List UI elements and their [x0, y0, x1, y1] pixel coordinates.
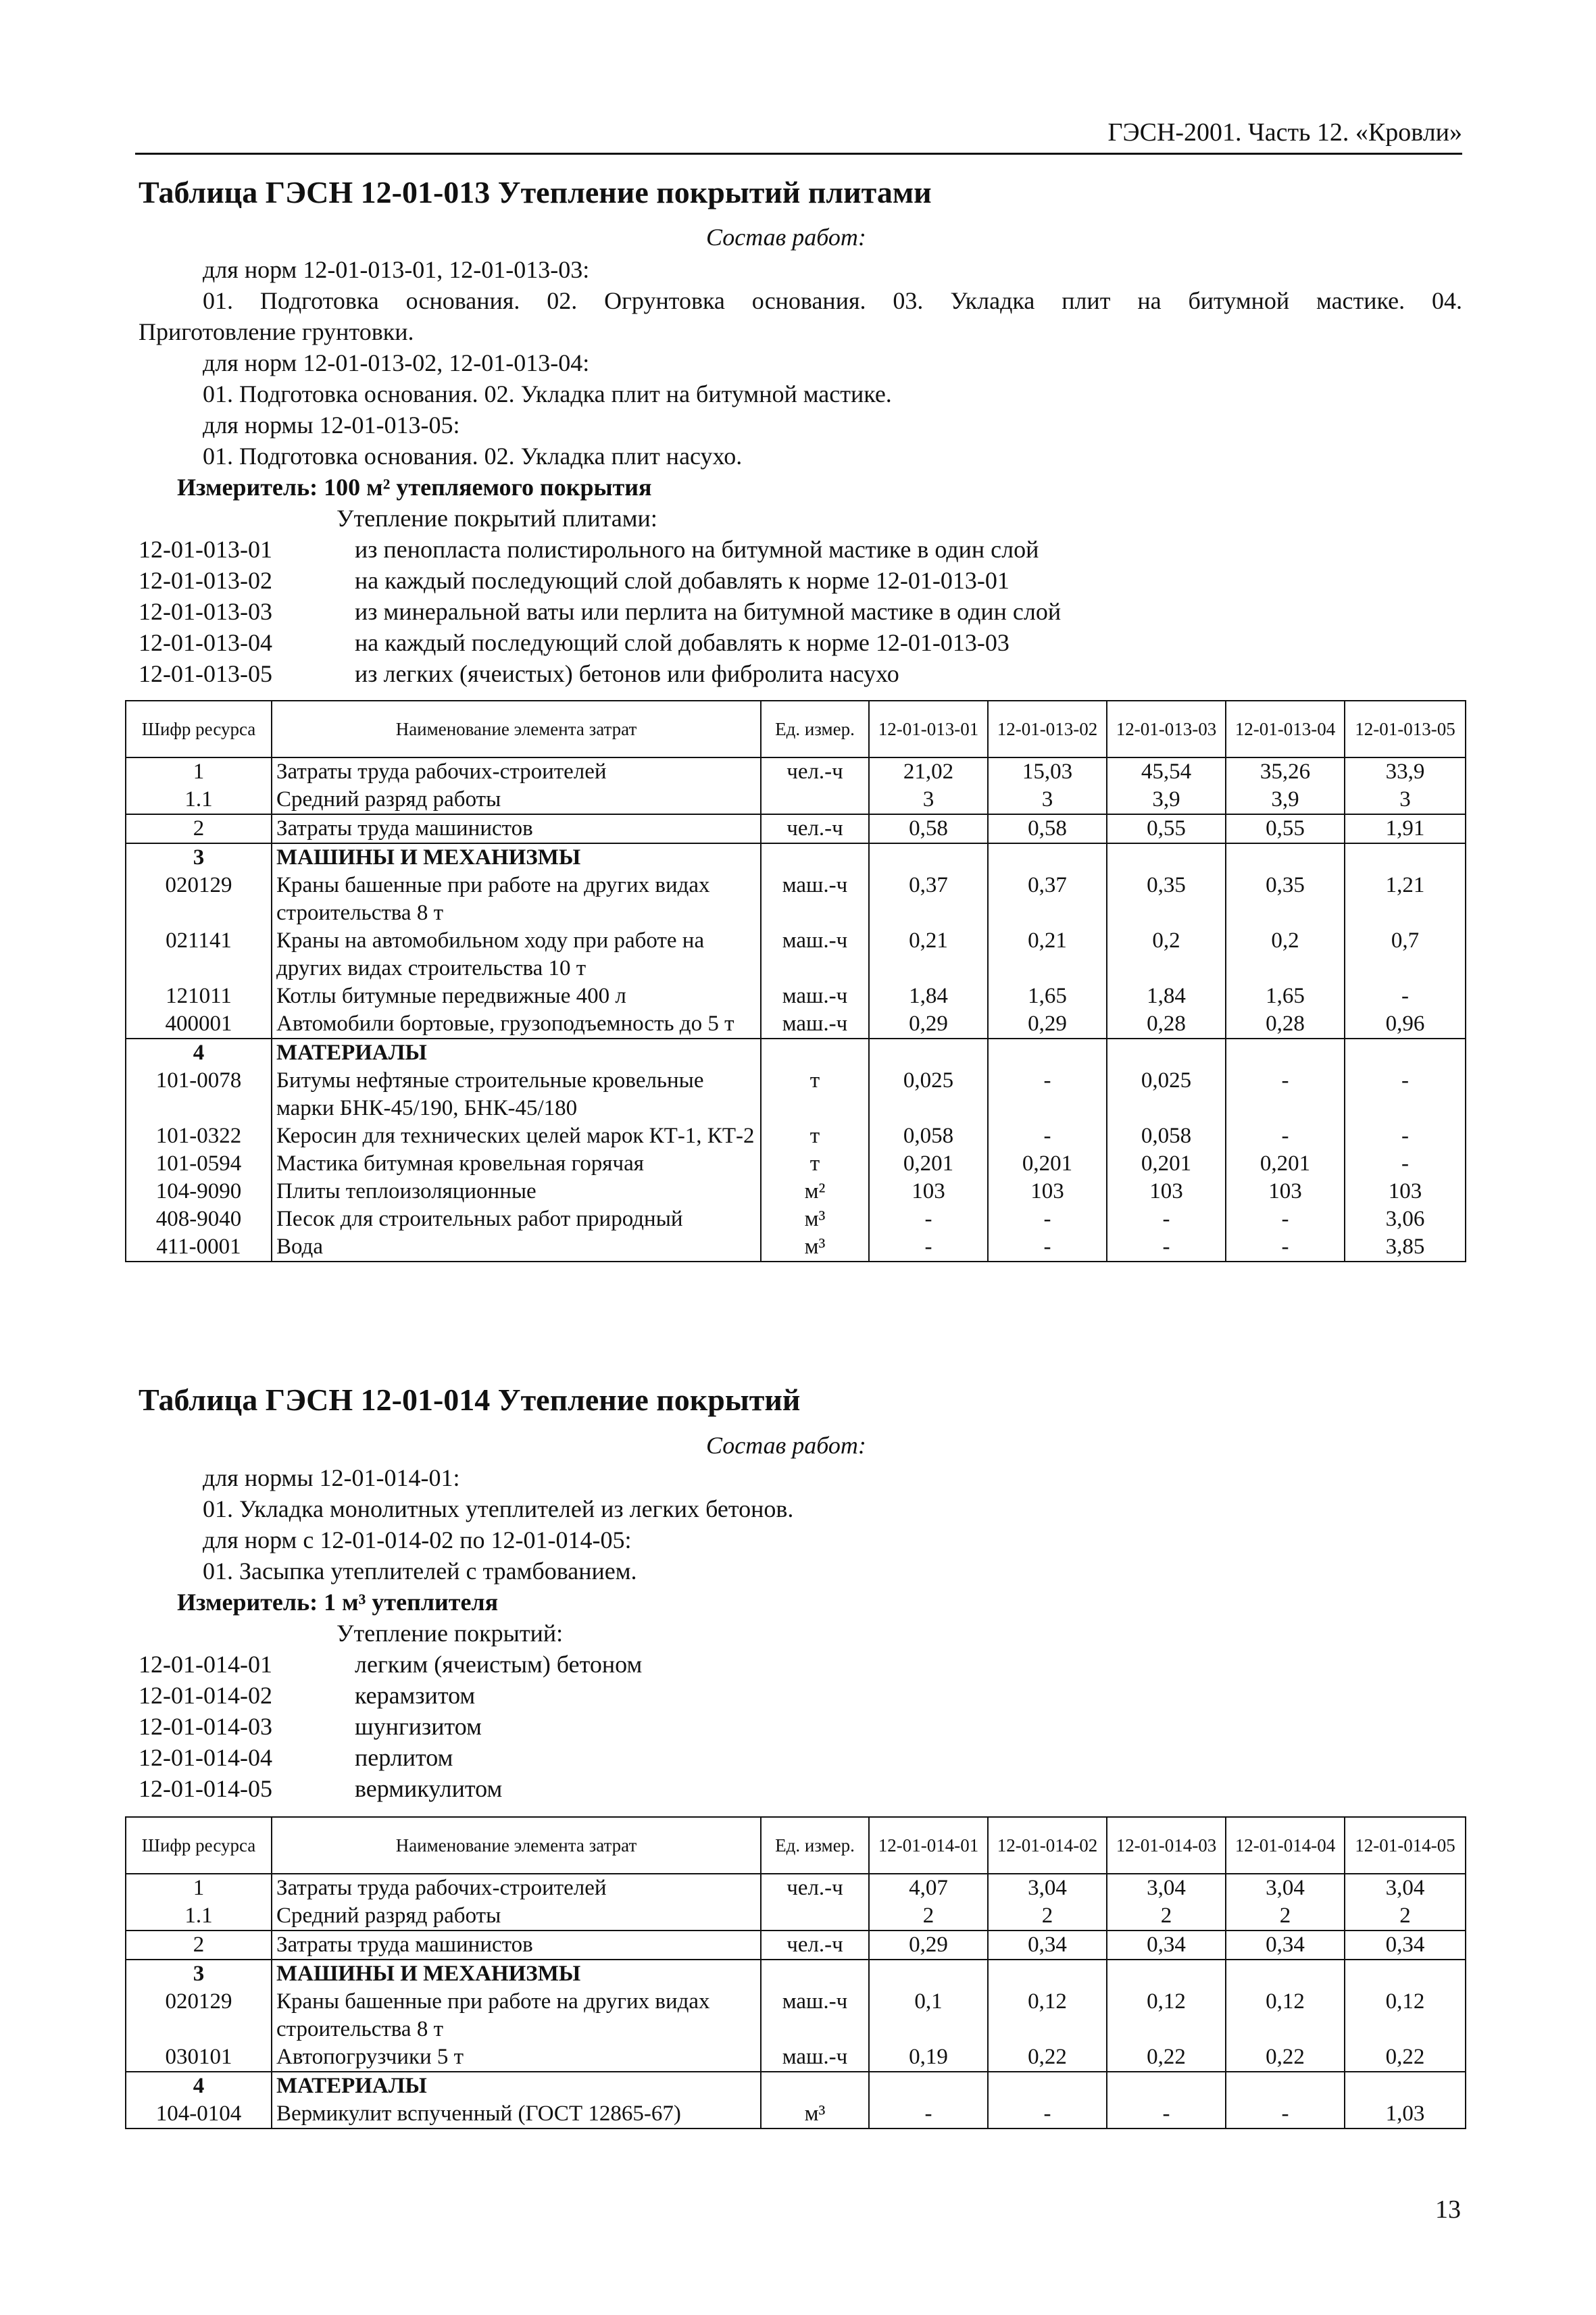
unit-cell: чел.-ч	[761, 757, 869, 786]
resource-code: 4	[126, 1039, 272, 1067]
page-number: 13	[1435, 2195, 1461, 2224]
table-row	[126, 757, 1466, 786]
value-cell: 0,12	[1107, 1988, 1226, 2043]
table-row	[126, 2100, 1466, 2129]
table-row	[126, 1988, 1466, 2043]
value-cell: 103	[1345, 1178, 1466, 1205]
value-cell: 0,21	[869, 927, 988, 982]
table-row	[126, 1039, 1466, 1067]
table-row	[126, 2072, 1466, 2100]
unit-cell: чел.-ч	[761, 1931, 869, 1960]
value-cell: 0,22	[1226, 2043, 1345, 2072]
value-cell	[1107, 2072, 1226, 2100]
value-cell: 103	[1107, 1178, 1226, 1205]
value-cell	[1107, 1960, 1226, 1988]
unit-cell: чел.-ч	[761, 1874, 869, 1902]
norm-code: 12-01-014-01	[139, 1651, 272, 1678]
table-header-row	[126, 701, 1466, 757]
value-cell: -	[1226, 1233, 1345, 1262]
unit-cell: маш.-ч	[761, 1988, 869, 2043]
unit-cell: м³	[761, 1233, 869, 1262]
value-cell	[869, 1960, 988, 1988]
norm-code: 12-01-014-02	[139, 1682, 272, 1709]
value-cell: 0,22	[1107, 2043, 1226, 2072]
resource-table-2	[125, 1816, 1466, 2129]
value-cell: 3,06	[1345, 1205, 1466, 1233]
element-name: Керосин для технических целей марок КТ-1, КТ-2	[272, 1122, 761, 1150]
t1-work-line: 01. Подготовка основания. 02. Укладка плит насухо.	[203, 443, 743, 470]
resource-code: 020129	[126, 1988, 272, 2043]
value-cell: 1,21	[1345, 872, 1466, 927]
value-cell: 0,58	[869, 814, 988, 843]
norm-description: шунгизитом	[355, 1713, 482, 1740]
value-cell: 3	[988, 786, 1107, 814]
table1-title: Таблица ГЭСН 12-01-013 Утепление покрытий плитами	[139, 175, 932, 209]
value-cell: 0,96	[1345, 1010, 1466, 1039]
norm-code: 12-01-014-05	[139, 1775, 272, 1802]
value-cell	[1226, 2072, 1345, 2100]
table-row	[126, 786, 1466, 814]
table2-title: Таблица ГЭСН 12-01-014 Утепление покрытий	[139, 1383, 801, 1417]
element-name: Средний разряд работы	[272, 786, 761, 814]
unit-cell: т	[761, 1150, 869, 1178]
resource-code: 101-0594	[126, 1150, 272, 1178]
unit-cell: чел.-ч	[761, 814, 869, 843]
table2-measure: Измеритель: 1 м³ утеплителя	[177, 1589, 499, 1616]
resource-code: 121011	[126, 982, 272, 1010]
norm-description: из минеральной ваты или перлита на битумной мастике в один слой	[355, 598, 1062, 625]
value-cell	[1107, 1039, 1226, 1067]
value-cell: -	[1107, 2100, 1226, 2129]
value-cell: 0,34	[1345, 1931, 1466, 1960]
value-cell: -	[1226, 1122, 1345, 1150]
header-norm-column: 12-01-014-04	[1226, 1817, 1345, 1874]
t1-work-line: для норм 12-01-013-02, 12-01-013-04:	[203, 349, 590, 376]
element-name: Затраты труда машинистов	[272, 814, 761, 843]
section-heading: МАТЕРИАЛЫ	[272, 1039, 761, 1067]
table-row	[126, 1150, 1466, 1178]
value-cell: 3	[1345, 786, 1466, 814]
header-unit: Ед. измер.	[761, 701, 869, 757]
value-cell	[1345, 1960, 1466, 1988]
section-heading: МАТЕРИАЛЫ	[272, 2072, 761, 2100]
header-norm-column: 12-01-014-05	[1345, 1817, 1466, 1874]
value-cell: 3,04	[1345, 1874, 1466, 1902]
value-cell: -	[988, 1122, 1107, 1150]
element-name: Вода	[272, 1233, 761, 1262]
value-cell: 0,34	[1107, 1931, 1226, 1960]
norm-code: 12-01-013-03	[139, 598, 272, 625]
value-cell	[1345, 843, 1466, 872]
resource-code: 101-0322	[126, 1122, 272, 1150]
value-cell: 0,55	[1107, 814, 1226, 843]
table1-work-heading: Состав работ:	[706, 224, 866, 251]
t1-work-line: Приготовление грунтовки.	[139, 318, 414, 345]
value-cell: -	[988, 1067, 1107, 1122]
value-cell: 0,22	[1345, 2043, 1466, 2072]
value-cell: -	[1107, 1205, 1226, 1233]
element-name: Затраты труда рабочих-строителей	[272, 1874, 761, 1902]
table-row	[126, 2043, 1466, 2072]
value-cell: 0,37	[988, 872, 1107, 927]
header-element-name: Наименование элемента затрат	[272, 701, 761, 757]
value-cell: -	[1226, 1067, 1345, 1122]
t1-work-line: для нормы 12-01-013-05:	[203, 412, 460, 439]
value-cell: 1,91	[1345, 814, 1466, 843]
value-cell	[1226, 1960, 1345, 1988]
value-cell	[988, 2072, 1107, 2100]
resource-table-1	[125, 700, 1466, 1262]
value-cell	[1345, 2072, 1466, 2100]
value-cell: 103	[869, 1178, 988, 1205]
unit-cell: м²	[761, 1178, 869, 1205]
resource-code: 020129	[126, 872, 272, 927]
header-norm-column: 12-01-013-02	[988, 701, 1107, 757]
header-norm-column: 12-01-013-05	[1345, 701, 1466, 757]
table1-subtitle: Утепление покрытий плитами:	[336, 505, 657, 532]
norm-code: 12-01-013-05	[139, 660, 272, 687]
value-cell: -	[988, 1205, 1107, 1233]
value-cell: 0,35	[1107, 872, 1226, 927]
norm-description: перлитом	[355, 1744, 453, 1771]
resource-code: 104-0104	[126, 2100, 272, 2129]
value-cell: 1,03	[1345, 2100, 1466, 2129]
table-row	[126, 1122, 1466, 1150]
value-cell: 0,201	[988, 1150, 1107, 1178]
table-row	[126, 1178, 1466, 1205]
unit-cell	[761, 1039, 869, 1067]
element-name: Котлы битумные передвижные 400 л	[272, 982, 761, 1010]
value-cell: 3	[869, 786, 988, 814]
unit-cell: т	[761, 1122, 869, 1150]
value-cell: 35,26	[1226, 757, 1345, 786]
element-name: Краны башенные при работе на других видах строительства 8 т	[272, 872, 761, 927]
resource-code: 3	[126, 843, 272, 872]
t1-work-line: 01. Подготовка основания. 02. Огрунтовка основания. 03. Укладка плит на битумной мастике. 04.	[203, 287, 1462, 314]
value-cell: 0,12	[1345, 1988, 1466, 2043]
table-row	[126, 1902, 1466, 1931]
unit-cell: м³	[761, 2100, 869, 2129]
value-cell: -	[869, 1205, 988, 1233]
resource-code: 030101	[126, 2043, 272, 2072]
t2-work-line: для нормы 12-01-014-01:	[203, 1464, 460, 1491]
value-cell: 0,28	[1107, 1010, 1226, 1039]
section-heading: МАШИНЫ И МЕХАНИЗМЫ	[272, 843, 761, 872]
norm-description: из пенопласта полистирольного на битумной мастике в один слой	[355, 536, 1039, 563]
norm-description: на каждый последующий слой добавлять к норме 12-01-013-01	[355, 567, 1009, 594]
value-cell	[1345, 1039, 1466, 1067]
value-cell: 15,03	[988, 757, 1107, 786]
value-cell: 21,02	[869, 757, 988, 786]
unit-cell: маш.-ч	[761, 1010, 869, 1039]
value-cell	[988, 843, 1107, 872]
value-cell: 0,2	[1226, 927, 1345, 982]
table-row	[126, 1874, 1466, 1902]
header-norm-column: 12-01-014-01	[869, 1817, 988, 1874]
header-norm-column: 12-01-013-04	[1226, 701, 1345, 757]
value-cell: 0,34	[1226, 1931, 1345, 1960]
value-cell: 45,54	[1107, 757, 1226, 786]
table-row	[126, 1067, 1466, 1122]
value-cell	[988, 1039, 1107, 1067]
value-cell: 0,21	[988, 927, 1107, 982]
table-header-row	[126, 1817, 1466, 1874]
value-cell: 3,04	[988, 1874, 1107, 1902]
element-name: Краны на автомобильном ходу при работе на других видах строительства 10 т	[272, 927, 761, 982]
value-cell	[869, 843, 988, 872]
value-cell: -	[869, 1233, 988, 1262]
unit-cell	[761, 843, 869, 872]
element-name: Вермикулит вспученный (ГОСТ 12865-67)	[272, 2100, 761, 2129]
header-unit: Ед. измер.	[761, 1817, 869, 1874]
value-cell: 1,65	[988, 982, 1107, 1010]
value-cell: -	[988, 2100, 1107, 2129]
table-row	[126, 814, 1466, 843]
value-cell	[869, 2072, 988, 2100]
unit-cell: м³	[761, 1205, 869, 1233]
value-cell: 0,58	[988, 814, 1107, 843]
element-name: Средний разряд работы	[272, 1902, 761, 1931]
resource-code: 104-9090	[126, 1178, 272, 1205]
norm-code: 12-01-013-02	[139, 567, 272, 594]
norm-description: легким (ячеистым) бетоном	[355, 1651, 643, 1678]
value-cell: -	[1226, 1205, 1345, 1233]
value-cell: 0,22	[988, 2043, 1107, 2072]
value-cell: 2	[1345, 1902, 1466, 1931]
unit-cell	[761, 2072, 869, 2100]
resource-code: 411-0001	[126, 1233, 272, 1262]
resource-code: 021141	[126, 927, 272, 982]
t2-work-line: 01. Засыпка утеплителей с трамбованием.	[203, 1558, 637, 1585]
t2-work-line: 01. Укладка монолитных утеплителей из легких бетонов.	[203, 1495, 794, 1522]
value-cell: -	[1345, 1067, 1466, 1122]
header-element-name: Наименование элемента затрат	[272, 1817, 761, 1874]
running-header	[135, 114, 1462, 155]
value-cell: 0,058	[1107, 1122, 1226, 1150]
value-cell: 0,12	[1226, 1988, 1345, 2043]
value-cell: 0,37	[869, 872, 988, 927]
value-cell	[869, 1039, 988, 1067]
value-cell: -	[1345, 1122, 1466, 1150]
element-name: Краны башенные при работе на других видах строительства 8 т	[272, 1988, 761, 2043]
value-cell: 0,2	[1107, 927, 1226, 982]
value-cell: 3,85	[1345, 1233, 1466, 1262]
resource-code: 408-9040	[126, 1205, 272, 1233]
value-cell: 0,35	[1226, 872, 1345, 927]
header-norm-column: 12-01-013-01	[869, 701, 988, 757]
resource-code: 3	[126, 1960, 272, 1988]
value-cell: 0,19	[869, 2043, 988, 2072]
element-name: Затраты труда машинистов	[272, 1931, 761, 1960]
value-cell: 2	[988, 1902, 1107, 1931]
resource-code: 101-0078	[126, 1067, 272, 1122]
unit-cell: маш.-ч	[761, 872, 869, 927]
table2-subtitle: Утепление покрытий:	[336, 1620, 564, 1647]
value-cell: 2	[1107, 1902, 1226, 1931]
table-row	[126, 1233, 1466, 1262]
value-cell	[988, 1960, 1107, 1988]
value-cell	[1226, 1039, 1345, 1067]
table-row	[126, 872, 1466, 927]
value-cell: 0,29	[988, 1010, 1107, 1039]
value-cell: 0,201	[1226, 1150, 1345, 1178]
value-cell: 2	[869, 1902, 988, 1931]
unit-cell	[761, 1902, 869, 1931]
header-resource-code: Шифр ресурса	[126, 1817, 272, 1874]
value-cell: -	[988, 1233, 1107, 1262]
norm-code: 12-01-013-01	[139, 536, 272, 563]
norm-code: 12-01-014-03	[139, 1713, 272, 1740]
value-cell: -	[869, 2100, 988, 2129]
header-norm-column: 12-01-014-03	[1107, 1817, 1226, 1874]
value-cell: 0,025	[1107, 1067, 1226, 1122]
table-row	[126, 1931, 1466, 1960]
header-norm-column: 12-01-014-02	[988, 1817, 1107, 1874]
unit-cell: т	[761, 1067, 869, 1122]
value-cell: 2	[1226, 1902, 1345, 1931]
value-cell: -	[1107, 1233, 1226, 1262]
norm-description: керамзитом	[355, 1682, 476, 1709]
value-cell: 3,9	[1226, 786, 1345, 814]
t2-work-line: для норм с 12-01-014-02 по 12-01-014-05:	[203, 1526, 632, 1553]
unit-cell: маш.-ч	[761, 982, 869, 1010]
value-cell: 0,025	[869, 1067, 988, 1122]
value-cell: 3,04	[1226, 1874, 1345, 1902]
element-name: Затраты труда рабочих-строителей	[272, 757, 761, 786]
section-heading: МАШИНЫ И МЕХАНИЗМЫ	[272, 1960, 761, 1988]
value-cell: 1,84	[869, 982, 988, 1010]
value-cell: 0,28	[1226, 1010, 1345, 1039]
header-text: ГЭСН-2001. Часть 12. «Кровли»	[1107, 118, 1462, 147]
element-name: Мастика битумная кровельная горячая	[272, 1150, 761, 1178]
value-cell: -	[1345, 982, 1466, 1010]
resource-code: 1.1	[126, 786, 272, 814]
table2-work-heading: Состав работ:	[706, 1432, 866, 1459]
unit-cell: маш.-ч	[761, 2043, 869, 2072]
value-cell	[1107, 843, 1226, 872]
value-cell: 103	[1226, 1178, 1345, 1205]
norm-code: 12-01-013-04	[139, 629, 272, 656]
norm-description: на каждый последующий слой добавлять к норме 12-01-013-03	[355, 629, 1009, 656]
value-cell: 0,1	[869, 1988, 988, 2043]
table-row	[126, 1960, 1466, 1988]
value-cell: 0,201	[869, 1150, 988, 1178]
value-cell: 0,058	[869, 1122, 988, 1150]
resource-code: 400001	[126, 1010, 272, 1039]
norm-description: вермикулитом	[355, 1775, 503, 1802]
resource-code: 1	[126, 757, 272, 786]
table-row	[126, 1205, 1466, 1233]
value-cell: 103	[988, 1178, 1107, 1205]
element-name: Автопогрузчики 5 т	[272, 2043, 761, 2072]
unit-cell	[761, 1960, 869, 1988]
value-cell: 0,201	[1107, 1150, 1226, 1178]
value-cell: -	[1226, 2100, 1345, 2129]
norm-description: из легких (ячеистых) бетонов или фибролита насухо	[355, 660, 899, 687]
t1-work-line: для норм 12-01-013-01, 12-01-013-03:	[203, 256, 590, 283]
value-cell: 0,29	[869, 1931, 988, 1960]
value-cell: 0,34	[988, 1931, 1107, 1960]
table-row	[126, 1010, 1466, 1039]
element-name: Плиты теплоизоляционные	[272, 1178, 761, 1205]
value-cell: 0,55	[1226, 814, 1345, 843]
value-cell: 3,04	[1107, 1874, 1226, 1902]
table1-measure: Измеритель: 100 м² утепляемого покрытия	[177, 474, 652, 501]
value-cell: 4,07	[869, 1874, 988, 1902]
value-cell: 0,7	[1345, 927, 1466, 982]
value-cell	[1226, 843, 1345, 872]
norm-code: 12-01-014-04	[139, 1744, 272, 1771]
value-cell: 3,9	[1107, 786, 1226, 814]
value-cell: 1,65	[1226, 982, 1345, 1010]
table-row	[126, 927, 1466, 982]
table-row	[126, 843, 1466, 872]
value-cell: -	[1345, 1150, 1466, 1178]
value-cell: 0,12	[988, 1988, 1107, 2043]
unit-cell: маш.-ч	[761, 927, 869, 982]
resource-code: 1	[126, 1874, 272, 1902]
element-name: Битумы нефтяные строительные кровельные марки БНК-45/190, БНК-45/180	[272, 1067, 761, 1122]
resource-code: 2	[126, 1931, 272, 1960]
resource-code: 4	[126, 2072, 272, 2100]
value-cell: 1,84	[1107, 982, 1226, 1010]
resource-code: 2	[126, 814, 272, 843]
header-resource-code: Шифр ресурса	[126, 701, 272, 757]
t1-work-line: 01. Подготовка основания. 02. Укладка плит на битумной мастике.	[203, 380, 892, 407]
table-row	[126, 982, 1466, 1010]
resource-code: 1.1	[126, 1902, 272, 1931]
unit-cell	[761, 786, 869, 814]
element-name: Песок для строительных работ природный	[272, 1205, 761, 1233]
element-name: Автомобили бортовые, грузоподъемность до 5 т	[272, 1010, 761, 1039]
value-cell: 0,29	[869, 1010, 988, 1039]
header-norm-column: 12-01-013-03	[1107, 701, 1226, 757]
value-cell: 33,9	[1345, 757, 1466, 786]
